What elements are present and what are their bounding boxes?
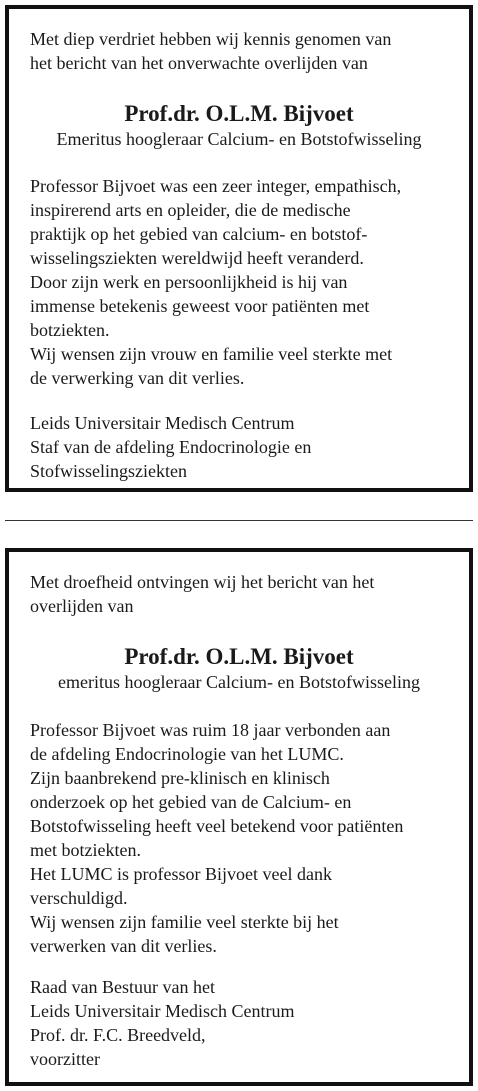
signature-line: Leids Universitair Medisch Centrum (30, 413, 295, 433)
body-line: Professor Bijvoet was ruim 18 jaar verbonden aan (30, 720, 391, 740)
signature-line: voorzitter (30, 1049, 100, 1069)
body-line: verwerken van dit verlies. (30, 936, 217, 956)
body-line: inspirerend arts en opleider, die de medische (30, 200, 351, 220)
signature-line: Leids Universitair Medisch Centrum (30, 1001, 295, 1021)
obituary-notice-staff (5, 5, 473, 492)
body-line: onderzoek op het gebied van de Calcium- en (30, 792, 352, 812)
body-line: Wij wensen zijn vrouw en familie veel sterkte met (30, 344, 393, 364)
body-line: met botziekten. (30, 840, 141, 860)
signature-line: Prof. dr. F.C. Breedveld, (30, 1025, 206, 1045)
body-line: praktijk op het gebied van calcium- en botstof- (30, 224, 368, 244)
body-line: Botstofwisseling heeft veel betekend voor patiënten (30, 816, 404, 836)
body-line: botziekten. (30, 320, 110, 340)
body-line: Zijn baanbrekend pre-klinisch en klinisch (30, 768, 330, 788)
body-line: immense betekenis geweest voor patiënten met (30, 296, 370, 316)
deceased-title: Emeritus hoogleraar Calcium- en Botstofwisseling (56, 129, 422, 149)
body-line: de afdeling Endocrinologie van het LUMC. (30, 744, 344, 764)
body-line: wisselingsziekten wereldwijd heeft veranderd. (30, 248, 364, 268)
signature-line: Stofwisselingsziekten (30, 461, 187, 481)
signature-line: Raad van Bestuur van het (30, 977, 215, 997)
deceased-name: Prof.dr. O.L.M. Bijvoet (124, 101, 354, 126)
body-line: de verwerking van dit verlies. (30, 368, 245, 388)
intro-line: Met droefheid ontvingen wij het bericht van het (30, 572, 375, 592)
deceased-title: emeritus hoogleraar Calcium- en Botstofwisseling (58, 672, 420, 692)
separator-rule (5, 520, 473, 521)
intro-line: het bericht van het onverwachte overlijden van (30, 53, 368, 73)
signature-line: Staf van de afdeling Endocrinologie en (30, 437, 312, 457)
intro-line: Met diep verdriet hebben wij kennis genomen van (30, 29, 392, 49)
obituary-notice-board (5, 548, 473, 1086)
body-line: Professor Bijvoet was een zeer integer, empathisch, (30, 176, 402, 196)
body-line: Het LUMC is professor Bijvoet veel dank (30, 864, 332, 884)
body-line: Door zijn werk en persoonlijkheid is hij van (30, 272, 348, 292)
deceased-name: Prof.dr. O.L.M. Bijvoet (124, 644, 354, 669)
body-line: verschuldigd. (30, 888, 128, 908)
body-line: Wij wensen zijn familie veel sterkte bij het (30, 912, 339, 932)
intro-line: overlijden van (30, 596, 134, 616)
